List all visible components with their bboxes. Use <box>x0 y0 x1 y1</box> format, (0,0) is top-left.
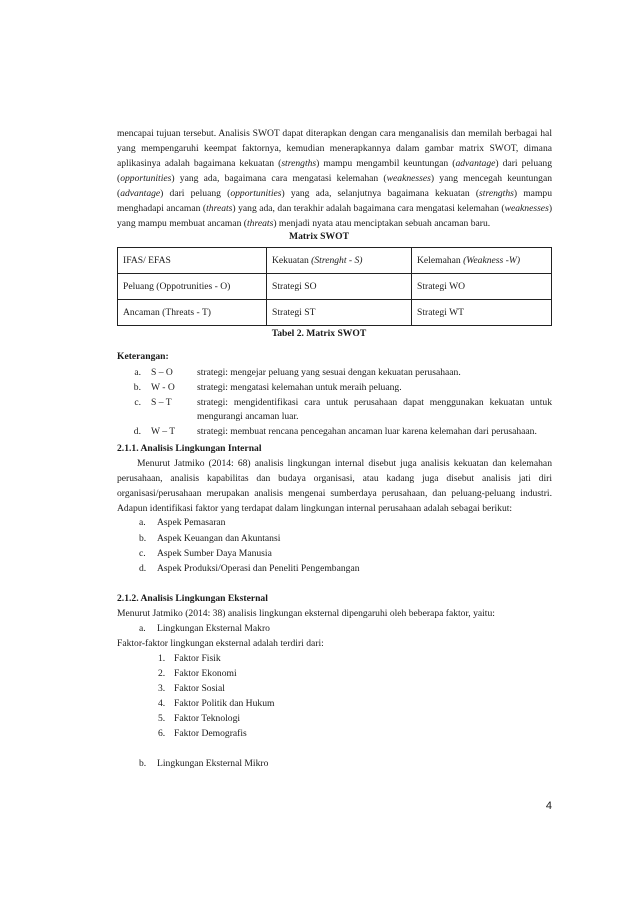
table-header-row <box>118 248 552 274</box>
list-item <box>139 623 270 634</box>
factors-intro: Faktor-faktor lingkungan eksternal adalah terdiri dari: <box>117 638 324 649</box>
intro-text: ) dari peluang ( <box>117 158 552 184</box>
intro-text: ) yang ada, bagaimana cara mengatasi kelemahan ( <box>171 173 387 184</box>
list-text: Faktor Demografis <box>174 728 247 739</box>
external-heading: 2.1.2. Analisis Lingkungan Eksternal <box>117 593 268 604</box>
italic-term: weaknesses <box>386 173 431 184</box>
italic-term: advantage <box>455 158 496 169</box>
table-cell: Strategi SO <box>267 274 412 300</box>
list-number: 3. <box>158 683 166 694</box>
list-text: Aspek Pemasaran <box>157 517 226 528</box>
list-item <box>158 668 237 679</box>
list-text: Faktor Sosial <box>174 683 225 694</box>
list-text: Faktor Ekonomi <box>174 668 237 679</box>
list-letter: b. <box>133 381 141 393</box>
list-item <box>158 728 247 739</box>
cell-italic: (Weakness -W) <box>463 255 521 266</box>
list-item <box>158 713 240 724</box>
list-item <box>158 683 225 694</box>
strategy-code: W – T <box>151 426 176 438</box>
list-item <box>139 563 360 574</box>
swot-matrix-table <box>117 247 552 326</box>
table-cell: Strategi WO <box>412 274 552 300</box>
list-number: 5. <box>158 713 166 724</box>
list-item <box>117 366 552 381</box>
list-item <box>139 533 280 544</box>
table-cell: Peluang (Oppotrunities - O) <box>118 274 267 300</box>
external-intro: Menurut Jatmiko (2014: 38) analisis lingkungan eksternal dipengaruhi oleh beberapa faktor, yaitu: <box>117 608 495 619</box>
matrix-title: Matrix SWOT <box>289 231 349 242</box>
list-item <box>139 548 272 559</box>
intro-text: ) yang mampu membuat ancaman ( <box>117 203 553 229</box>
list-number: 6. <box>158 728 166 739</box>
list-text: Lingkungan Eksternal Mikro <box>157 758 269 769</box>
list-letter: a. <box>134 367 141 378</box>
strategy-text: strategi: membuat rencana pencegahan ancaman luar karena kelemahan dari perusahaan. <box>197 426 537 438</box>
list-text: Faktor Politik dan Hukum <box>174 698 275 709</box>
intro-text: ) yang ada, selanjutnya bagaimana kekuatan ( <box>281 188 480 199</box>
list-item <box>139 758 268 769</box>
list-item <box>139 517 225 528</box>
intro-paragraph <box>117 126 552 231</box>
internal-paragraph: Menurut Jatmiko (2014: 68) analisis lingkungan internal disebut juga analisis kekuatan dan kelemahan perusahaan, analisis kapabilitas dan budaya organisasi, atau kadang juga disebut analisis jati diri organisasi/perusahaan merupakan analisis mengenai sumberdaya perusahaan, dan peluang-peluang industri. Adapun identifikasi faktor yang terdapat dalam lingkungan internal perusahaan adalah sebagai berikut: <box>117 458 552 514</box>
list-item <box>158 698 274 709</box>
keterangan-heading: Keterangan: <box>117 351 169 362</box>
list-text: Aspek Produksi/Operasi dan Peneliti Pengembangan <box>157 563 360 574</box>
list-letter: b. <box>139 758 147 769</box>
list-letter: a. <box>139 517 146 528</box>
list-text: Lingkungan Eksternal Makro <box>157 623 270 634</box>
intro-text: ) menjadi nyata atau menciptakan sebuah ancaman baru. <box>273 218 491 229</box>
strategy-code: S – O <box>151 367 173 378</box>
page-number: 4 <box>545 800 552 812</box>
table-cell <box>267 248 412 274</box>
intro-text: mencapai tujuan tersebut. Analisis SWOT dapat diterapkan dengan cara menganalisis dan memilah berbagai hal yang mempengaruhi keempat faktornya, kemudian menerapkannya dalam gambar matrix SWOT, dimana aplikasinya adalah bagaimana kekuatan ( <box>117 128 552 169</box>
italic-term: opportunities <box>230 188 282 199</box>
italic-term: weaknesses <box>504 203 549 214</box>
table-cell <box>412 248 552 274</box>
italic-term: threats <box>206 203 233 214</box>
intro-text: ) yang mencegah keuntungan ( <box>117 173 553 199</box>
internal-heading: 2.1.1. Analisis Lingkungan Internal <box>117 443 262 454</box>
strategy-text: strategi: mengatasi kelemahan untuk meraih peluang. <box>197 381 402 393</box>
list-text: Faktor Fisik <box>174 653 221 664</box>
table-cell: Ancaman (Threats - T) <box>118 300 267 326</box>
cell-text: Kelemahan <box>417 255 464 266</box>
table-row <box>118 300 552 326</box>
list-number: 1. <box>158 653 166 664</box>
strategy-code: S – T <box>151 396 172 408</box>
table-row <box>118 274 552 300</box>
cell-text: Kekuatan <box>272 255 312 266</box>
strategy-code: W - O <box>151 381 175 393</box>
list-letter: d. <box>133 426 141 438</box>
table-cell: Strategi WT <box>412 300 552 326</box>
italic-term: strengths <box>281 158 317 169</box>
list-item <box>117 396 552 426</box>
table-cell: Strategi ST <box>267 300 412 326</box>
list-item <box>158 653 221 664</box>
italic-term: advantage <box>120 188 161 199</box>
intro-text: ) yang ada, dan terakhir adalah bagaimana cara mengatasi kelemahan ( <box>232 203 505 214</box>
table-cell: IFAS/ EFAS <box>118 248 267 274</box>
list-letter: c. <box>139 548 146 559</box>
list-item <box>117 425 552 440</box>
list-text: Faktor Teknologi <box>174 713 241 724</box>
intro-text: ) mampu menghadapi ancaman ( <box>117 188 553 214</box>
list-letter: d. <box>139 563 147 574</box>
italic-term: threats <box>247 218 274 229</box>
intro-text: ) dari peluang ( <box>160 188 231 199</box>
intro-text: ) mampu mengambil keuntungan ( <box>316 158 456 169</box>
list-text: Aspek Sumber Daya Manusia <box>157 548 272 559</box>
list-number: 4. <box>158 698 166 709</box>
italic-term: strengths <box>479 188 514 199</box>
list-item <box>117 381 552 396</box>
cell-italic: (Strenght - S) <box>311 255 363 266</box>
italic-term: opportunities <box>120 173 172 184</box>
keterangan-list <box>117 366 552 440</box>
list-letter: b. <box>139 533 147 544</box>
table-caption: Tabel 2. Matrix SWOT <box>271 328 367 339</box>
list-number: 2. <box>158 668 166 679</box>
list-text: Aspek Keuangan dan Akuntansi <box>157 533 281 544</box>
list-letter: a. <box>139 623 146 634</box>
strategy-text: strategi: mengejar peluang yang sesuai dengan kekuatan perusahaan. <box>197 367 461 378</box>
list-letter: c. <box>134 396 141 408</box>
strategy-text: strategi: mengidentifikasi cara untuk perusahaan dapat menggunakan kekuatan untuk mengurangi ancaman luar. <box>197 396 552 423</box>
